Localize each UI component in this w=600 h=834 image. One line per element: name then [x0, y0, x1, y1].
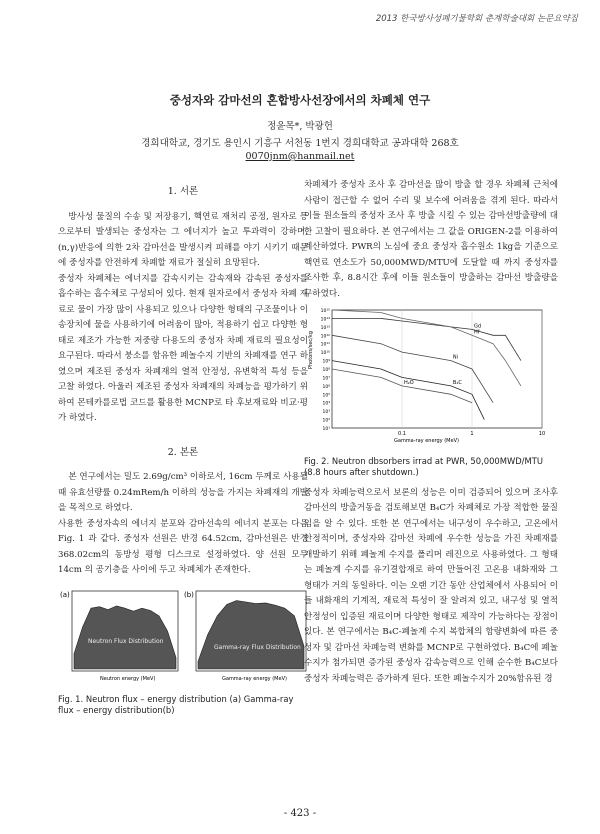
fig1a-xlabel: Neutron energy (MeV) — [100, 675, 156, 682]
figure-1 — [58, 585, 308, 717]
fig2-ytick-label: 10⁸ — [322, 368, 330, 373]
fig2-series-label: B₄C — [452, 379, 462, 386]
email-link[interactable]: 0070jnm@hanmail.net — [245, 151, 355, 162]
figure-1-caption: Fig. 1. Neutron flux – energy distribution (a) Gamma-ray flux – energy distribution(b) — [58, 694, 294, 715]
fig2-series-label: Hf — [474, 329, 480, 336]
fig2-ytick-label: 10¹⁴ — [320, 317, 330, 323]
body-paragraph-1: 본 연구에서는 밀도 2.69g/cm³ 이하로서, 16cm 두께로 사용될 때 유효선량률 0.24mRem/h 이하의 성능을 가지는 차폐재의 개발을 목적으로 하였다. — [58, 472, 308, 513]
right-column — [304, 178, 558, 687]
fig2-xtick-label: 0.1 — [398, 431, 406, 437]
intro-paragraph-1: 방사성 물질의 수송 및 저장용기, 핵연료 재처리 공정, 원자로 등으로부터 발생되는 중성자는 그 에너지가 높고 투과력이 강하며, (n,γ)반응에 의한 2차 감마선을 발생시켜 피해를 야기 시키기 때문에 중성자를 안전하게 차폐할 재료가 절실히 요망된다. — [58, 211, 308, 268]
fig2-ytick-label: 10⁷ — [322, 376, 330, 382]
left-column — [58, 178, 308, 716]
fig2-ytick-label: 10⁹ — [322, 359, 330, 365]
fig2-ytick-label: 10⁵ — [322, 393, 330, 399]
authors: 정윤목*, 박광헌 — [267, 121, 333, 132]
fig2-ytick-label: 10² — [322, 418, 330, 424]
fig1b-label: (b) — [184, 590, 194, 599]
fig2-ytick-label: 10⁴ — [322, 401, 330, 407]
fig2-series-label: H₂O — [404, 379, 414, 386]
body-paragraph-2: 사용한 중성자속의 에너지 분포와 감마선속의 에너지 분포는 다음 Fig. 1 과 같다. 중성자 선원은 반경 64.52cm, 감마선원은 반경 368.02cm의 동방성 평형 디스크로 설정하였다. 양 선원 모두 14cm 의 공기층을 사이에 두고 차폐체가 존재한다. — [58, 518, 308, 575]
intro-paragraph-2: 중성자 차폐체는 에너지를 감속시키는 감속재와 감속된 중성자를 흡수하는 흡수체로 구성되어 있다. 현재 원자로에서 중성자 차폐 재료로 물이 가장 많이 사용되고 있으나 다양한 형태의 구조물이나 이송장치에 물을 사용하기에 어려움이 많아, 적용하기 쉽고 다양한 형태로 제조가 가능한 저중량 다용도의 중성자 차폐 재료의 필요성이 요구된다. 따라서 붕소를 함유한 폐놀수지 기반의 차폐재를 연구 하였으며 제조된 중성자 차폐재의 열적 안정성, 유변학적 특성 등을 고찰 하였다. 아울러 제조된 중성자 차폐재의 차폐능을 평가하기 위하여 몬테카를로법 코드를 활용한 MCNP로 타 후보재료와 비교·평가 하였다. — [58, 273, 308, 423]
fig2-ytick-label: 10¹⁰ — [320, 351, 330, 357]
figure-2-caption: Fig. 2. Neutron dbsorbers irrad at PWR, 50,000MWD/MTU (8.8 hours after shutdown.) — [304, 455, 543, 477]
fig2-ytick-label: 10¹⁵ — [320, 309, 330, 314]
fig2-ytick-label: 10¹² — [320, 334, 330, 340]
fig1b-xlabel: Gamma-ray energy (MeV) — [222, 675, 287, 682]
fig1a-label: (a) — [60, 590, 70, 599]
fig2-ytick-label: 10¹³ — [320, 325, 330, 331]
fig2-ytick-label: 10⁶ — [322, 384, 330, 390]
fig2-series-label: Gd — [474, 323, 482, 330]
fig2-series-label: Ni — [452, 354, 459, 361]
figure-2-chart — [304, 306, 558, 446]
fig2-xtick-label: 1 — [470, 431, 474, 437]
fig1b-title: Gamma-ray Flux Distribution — [214, 643, 301, 651]
proceedings-header: 2013 한국방사성폐기물학회 춘계학술대회 논문요약집 — [375, 14, 578, 24]
section-heading-intro: 1. 서론 — [167, 186, 199, 197]
fig2-ytick-label: 10³ — [322, 410, 330, 416]
right-paragraph-1: 차폐체가 중성자 조사 후 감마선을 많이 방출 할 경우 차폐체 근처에 사람이 접근할 수 없어 수리 및 보수에 어려움을 겪게 된다. 따라서 이들 원소들의 중성자 조사 후 방출 시킬 수 있는 감마선방출량에 대한 고찰이 필요하다. 본 연구에서는 그 값을 ORIGEN-2를 이용하여 계산하였다. PWR의 노심에 중요 중성자 흡수원소 1kg을 기준으로 핵연료 연소도가 50,000MWD/MTU에 도달할 때 까지 중성자를 조사한 후, 8.8시간 후에 이들 원소들이 방출하는 감마선 방출량을 구하였다. — [304, 180, 558, 299]
fig2-ytick-label: 10¹ — [322, 427, 330, 432]
fig2-xtick-label: 10 — [538, 431, 546, 437]
right-paragraph-2: 중성자 차폐능력으로서 보론의 성능은 이미 검증되어 있으며 조사후 감마선의 방출거동을 검토해보면 B₄C가 차폐체로 가장 적합한 물질임을 알 수 있다. 또한 본 연구에서는 내구성이 우수하고, 고온에서 안정적이며, 중성자와 감마선 차폐에 우수한 성능을 가진 차폐재를 개발하기 위해 폐놀계 수지를 폴리머 레진으로 사용하였다. 그 형태는 폐놀계 수지를 유기결합재로 하여 만들어진 고온용 내화재와 그 형태가 거의 동일하다. 이는 오랜 기간 동안 산업체에서 사용되어 이들 내화재의 기계적, 재료적 특성이 잘 알려져 있고, 내구성 및 열적 안정성이 입증된 재료이며 다양한 형태로 제작이 가능하다는 장점이 있다. 본 연구에서는 B₄C-폐놀계 수지 복합체의 함량변화에 따른 중성자 및 감마선 차폐능력 변화를 MCNP로 구현하였다. B₄C에 폐놀수지가 첨가되면 증가된 중성자 감속능력으로 인해 순수한 B₄C보다 중성자 차폐능력은 증가하게 된다. 또한 폐놀수지가 20%함유된 경 — [304, 487, 558, 684]
fig2-xlabel: Gamma-ray energy (MeV) — [394, 438, 459, 444]
figure-2 — [304, 306, 558, 478]
fig2-ytick-label: 10¹¹ — [320, 342, 330, 348]
page-number: - 423 - — [283, 808, 317, 819]
affiliation: 경희대학교, 경기도 용인시 기흥구 서천동 1번지 경희대학교 공과대학 268호 — [141, 138, 459, 149]
paper-title: 중성자와 감마선의 혼합방사선장에서의 차폐체 연구 — [169, 93, 431, 107]
figure-1-charts — [58, 585, 308, 685]
fig1a-title: Neutron Flux Distribution — [88, 637, 164, 645]
section-heading-body: 2. 본론 — [167, 446, 199, 458]
fig2-ylabel: Photons/sec/kg — [308, 331, 314, 369]
